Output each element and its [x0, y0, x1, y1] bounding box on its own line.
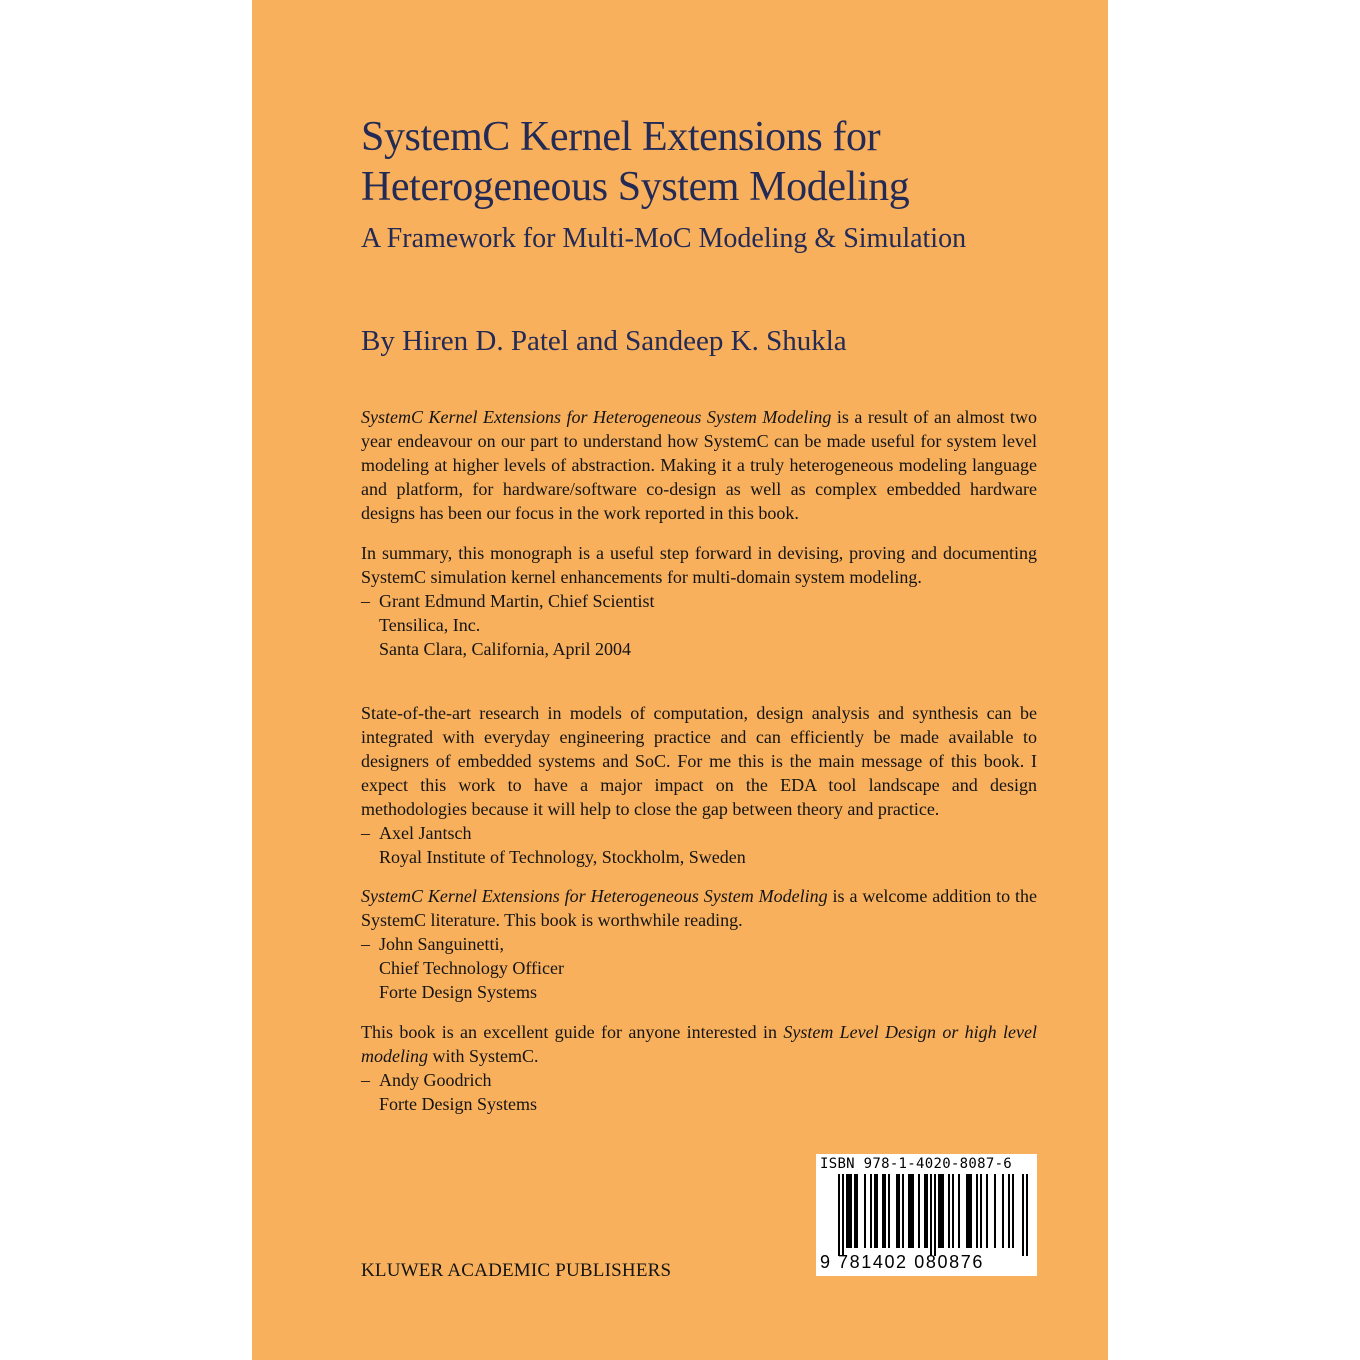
review-body: is a welcome addition to the SystemC literature. This book is worthwhile reading. — [361, 886, 1037, 930]
barcode-bar — [854, 1174, 856, 1248]
barcode-bar — [884, 1174, 886, 1248]
barcode-bar — [938, 1174, 940, 1248]
barcode-bar — [968, 1174, 970, 1248]
review-italic-phrase: System Level Design or high level modeling — [361, 1022, 1038, 1066]
isbn-label: ISBN 978-1-4020-8087-6 — [820, 1156, 1013, 1172]
barcode-bar — [888, 1174, 890, 1248]
intro-paragraph — [361, 405, 1037, 525]
review-martin — [361, 541, 1037, 661]
review-sanguinetti-attribution — [361, 932, 1037, 1004]
review-goodrich-attribution — [361, 1068, 1037, 1116]
barcode-bar — [966, 1174, 968, 1248]
back-cover — [252, 0, 1108, 1360]
barcode-bar — [940, 1174, 942, 1248]
intro-blurb — [361, 405, 1037, 525]
barcode-bar — [1008, 1174, 1010, 1248]
barcode-bar — [948, 1174, 950, 1248]
barcode-bar — [994, 1174, 996, 1248]
attribution-line — [361, 1068, 1037, 1092]
isbn-barcode — [816, 1154, 1037, 1276]
review-jantsch-attribution — [361, 821, 1037, 869]
barcode-bar — [846, 1174, 848, 1248]
attribution-dash: – — [361, 823, 370, 843]
intro-italic-title: SystemC Kernel Extensions for Heterogeneous System Modeling — [361, 407, 832, 427]
book-title — [361, 112, 909, 212]
barcode-bar — [908, 1174, 910, 1248]
review-goodrich — [361, 1020, 1037, 1116]
barcode-bar — [902, 1174, 904, 1248]
barcode-bar — [910, 1174, 912, 1248]
barcode-bar — [838, 1174, 840, 1256]
title-line-1: SystemC Kernel Extensions for — [361, 114, 881, 160]
attribution-line: Chief Technology Officer — [379, 958, 565, 978]
barcode-bar — [1026, 1174, 1028, 1256]
ean-digits: 781402 080876 — [838, 1252, 984, 1272]
barcode-bar — [1022, 1174, 1024, 1256]
barcode-bar — [874, 1174, 876, 1248]
attribution-line — [361, 932, 1037, 956]
barcode-bar — [918, 1174, 920, 1248]
attribution-name: Andy Goodrich — [379, 1070, 492, 1090]
review-lead: This book is an excellent guide for anyone interested in — [361, 1022, 784, 1042]
barcode-bar — [976, 1174, 978, 1248]
barcode-bar — [870, 1174, 872, 1248]
attribution-name: Axel Jantsch — [379, 823, 472, 843]
barcode-bar — [848, 1174, 850, 1248]
barcode-bar — [952, 1174, 954, 1248]
attribution-line: Santa Clara, California, April 2004 — [379, 639, 631, 659]
review-italic-title: SystemC Kernel Extensions for Heterogeneous System Modeling — [361, 886, 828, 906]
review-jantsch-text: State-of-the-art research in models of computation, design analysis and synthesis can be integrated with everyday engineering practice and can efficiently be made available to designers of embedded systems and SoC. For me this is the main message of this book. I expect this work to have a major impact on the EDA tool landscape and design methodologies because it will help to close the gap between theory and practice. — [361, 703, 1037, 819]
barcode-bar — [896, 1174, 898, 1248]
barcode-bar — [1012, 1174, 1014, 1248]
title-line-2: Heterogeneous System Modeling — [361, 164, 910, 210]
review-sanguinetti — [361, 884, 1037, 1004]
barcode-bar — [986, 1174, 988, 1248]
author-byline: By Hiren D. Patel and Sandeep K. Shukla — [361, 325, 847, 357]
barcode-bar — [876, 1174, 878, 1248]
attribution-line: Forte Design Systems — [379, 1094, 538, 1114]
barcode-bar — [898, 1174, 900, 1248]
attribution-line: Tensilica, Inc. — [379, 615, 481, 635]
attribution-name: John Sanguinetti, — [379, 934, 504, 954]
attribution-line: Forte Design Systems — [379, 982, 538, 1002]
publisher-name: KLUWER ACADEMIC PUBLISHERS — [361, 1260, 672, 1281]
barcode-bar — [942, 1174, 944, 1248]
barcode-bar — [980, 1174, 982, 1248]
barcode-bar — [912, 1174, 914, 1248]
review-goodrich-text — [361, 1020, 1037, 1068]
review-tail: with SystemC. — [428, 1046, 539, 1066]
barcode-bar — [958, 1174, 960, 1248]
barcode-bar — [1002, 1174, 1004, 1248]
barcode-bar — [930, 1174, 932, 1256]
attribution-dash: – — [361, 1070, 370, 1090]
attribution-line: Royal Institute of Technology, Stockholm, Sweden — [379, 847, 746, 867]
review-jantsch — [361, 701, 1037, 869]
review-martin-text: In summary, this monograph is a useful step forward in devising, proving and documenting SystemC simulation kernel enhancements for multi-domain system modeling. — [361, 543, 1037, 587]
barcode-bar — [882, 1174, 884, 1248]
barcode-bar — [970, 1174, 972, 1248]
attribution-line — [361, 821, 1037, 845]
book-subtitle: A Framework for Multi-MoC Modeling & Simulation — [361, 223, 967, 254]
barcode-bar — [856, 1174, 858, 1248]
attribution-dash: – — [361, 591, 370, 611]
barcode-bar — [926, 1174, 928, 1248]
barcode-bar — [850, 1174, 852, 1248]
attribution-name: Grant Edmund Martin, Chief Scientist — [379, 591, 655, 611]
review-sanguinetti-text — [361, 884, 1037, 932]
barcode-bar — [934, 1174, 936, 1256]
attribution-line — [361, 589, 1037, 613]
ean-first-digit: 9 — [820, 1252, 831, 1272]
barcode-bar — [842, 1174, 844, 1256]
review-martin-attribution — [361, 589, 1037, 661]
barcode-bar — [924, 1174, 926, 1248]
intro-body: is a result of an almost two year endeavour on our part to understand how SystemC can be made useful for system level modeling at higher levels of abstraction. Making it a truly heterogeneous modeling language and platform, for hardware/software co-design as well as complex embedded hardware designs has been our focus in the work reported in this book. — [361, 407, 1037, 523]
barcode-bar — [864, 1174, 866, 1248]
attribution-dash: – — [361, 934, 370, 954]
